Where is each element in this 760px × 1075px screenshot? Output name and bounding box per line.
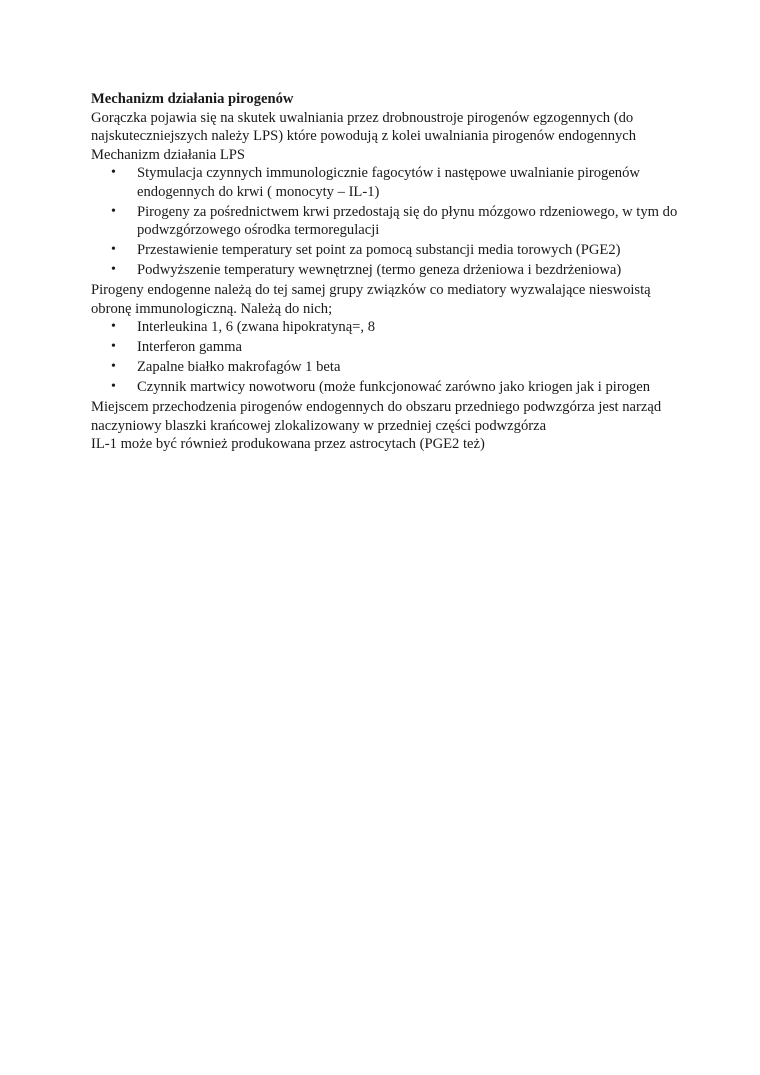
- list-item-text: Czynnik martwicy nowotworu (może funkcjonować zarówno jako kriogen jak i pirogen: [137, 379, 651, 395]
- list-item: [91, 318, 691, 337]
- list-item: [91, 261, 691, 280]
- list-item-text: Interferon gamma: [137, 339, 242, 355]
- document-page: [91, 90, 691, 454]
- list-item: [91, 378, 691, 397]
- list-item: [91, 241, 691, 260]
- location-paragraph: Miejscem przechodzenia pirogenów endogennych do obszaru przedniego podwzgórza jest narząd naczyniowy blaszki krańcowej zlokalizowany w przedniej części podwzgórza: [91, 399, 662, 434]
- list-item-text: Podwyższenie temperatury wewnętrznej (termo geneza drżeniowa i bezdrżeniowa): [137, 262, 622, 278]
- bullet-icon: •: [111, 242, 116, 257]
- list-item: [91, 338, 691, 357]
- intro-paragraph: Gorączka pojawia się na skutek uwalniania przez drobnoustroje pirogenów egzogennych (do najskuteczniejszych należy LPS) które powodują z kolei uwalniania pirogenów endogennych: [91, 109, 637, 144]
- bullet-icon: •: [111, 339, 116, 354]
- list-item-text: Przestawienie temperatury set point za pomocą substancji media torowych (PGE2): [137, 242, 621, 258]
- bullet-icon: •: [111, 203, 116, 219]
- subheading-lps: Mechanizm działania LPS: [91, 146, 245, 163]
- list-item-text: Pirogeny za pośrednictwem krwi przedostają się do płynu mózgowo rdzeniowego, w tym do podwzgórzowego ośrodka termoregulacji: [137, 203, 678, 238]
- endogenous-list: [91, 318, 691, 397]
- mechanism-list: [91, 164, 691, 280]
- bullet-icon: •: [111, 379, 116, 394]
- document-title: Mechanizm działania pirogenów: [91, 91, 294, 107]
- bullet-icon: •: [111, 262, 116, 277]
- list-item: [91, 164, 691, 201]
- list-item-text: Stymulacja czynnych immunologicznie fagocytów i następowe uwalnianie pirogenów endogennych do krwi ( monocyty – IL-1): [137, 165, 640, 200]
- bullet-icon: •: [111, 359, 116, 374]
- endogenous-paragraph: Pirogeny endogenne należą do tej samej grupy związków co mediatory wyzwalające nieswoistą obronę immunologiczną. Należą do nich;: [91, 282, 651, 317]
- list-item-text: Zapalne białko makrofagów 1 beta: [137, 359, 341, 375]
- list-item: [91, 203, 691, 240]
- list-item: [91, 358, 691, 377]
- il1-paragraph: IL-1 może być również produkowana przez astrocytach (PGE2 też): [91, 436, 485, 452]
- bullet-icon: •: [111, 165, 116, 180]
- bullet-icon: •: [111, 319, 116, 334]
- list-item-text: Interleukina 1, 6 (zwana hipokratyną=, 8: [137, 319, 375, 335]
